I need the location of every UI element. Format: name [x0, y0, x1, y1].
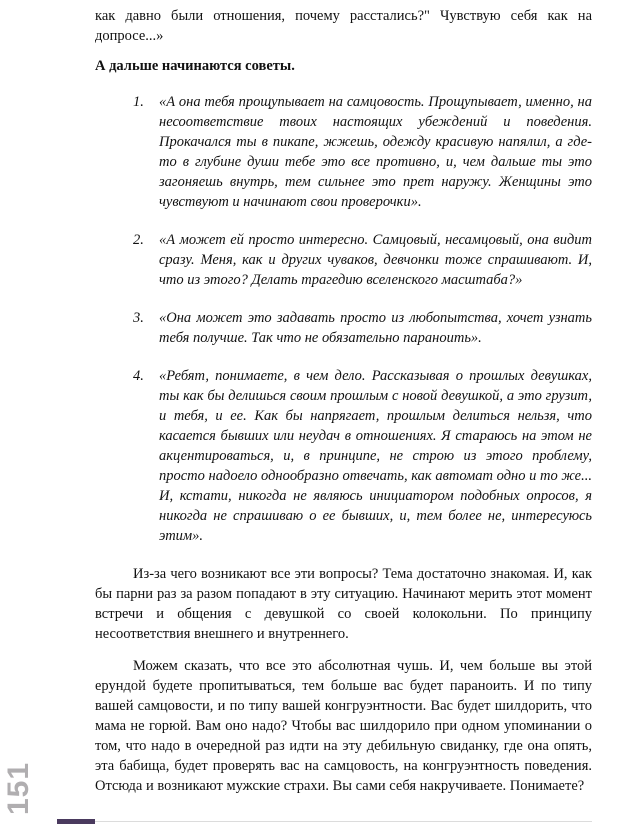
list-item	[95, 92, 592, 212]
body-paragraph: Из-за чего возникают все эти вопросы? Тема достаточно знакомая. И, как бы парни раз за разом попадают в эту ситуацию. Начинают мерить этот момент встречи и общения с девушкой со своей колокольни. По принципу несоответствия внешнего и внутреннего.	[95, 566, 592, 642]
list-item	[95, 366, 592, 546]
list-item-number: 1.	[133, 94, 144, 110]
list-item-text: «А может ей просто интересно. Самцовый, несамцовый, она видит сразу. Меня, как и других чуваков, девчонки тоже спрашивают. И, что из этого? Делать трагедию вселенского масштаба?»	[159, 232, 592, 288]
list-item-number: 3.	[133, 310, 144, 326]
list-item-text: «Ребят, понимаете, в чем дело. Рассказывая о прошлых девушках, ты как бы делишься своим прошлым с новой девушкой, а это грузит, и тебя, и ее. Как бы напрягает, прошлым делиться нельзя, что касается бывших или неудач в отношениях. Я стараюсь на этом не акцентироваться, и, в принципе, не строю из этого проблему, просто надоело однообразно отвечать, как автомат одно и то же... И, кстати, никогда не являюсь инициатором подобных опросов, я никогда не спрашиваю о ее бывших, и, тем более не, интересуюсь этим».	[159, 368, 592, 544]
list-item	[95, 308, 592, 348]
list-item-number: 2.	[133, 232, 144, 248]
page-content	[95, 6, 592, 796]
intro-paragraph: как давно были отношения, почему расстались?" Чувствую себя как на допросе...»	[95, 8, 592, 44]
list-item-text: «Она может это задавать просто из любопытства, хочет узнать тебя получше. Так что не обязательно параноить».	[159, 310, 592, 346]
footer-accent-bar	[57, 819, 95, 824]
footer-rule	[95, 821, 592, 822]
list-item-text: «А она тебя прощупывает на самцовость. Прощупывает, именно, на несоответствие твоих настоящих убеждений и поведения. Прокачался ты в пикапе, жжешь, одежду красивую напялил, а где-то в глубине души тебе это все противно, и, чем дальше ты это загоняешь внутрь, тем сильнее это прет наружу. Женщины это чувствуют и начинают свои проверочки».	[159, 94, 592, 210]
page-number: 151	[2, 761, 35, 815]
body-paragraph: Можем сказать, что все это абсолютная чушь. И, чем больше вы этой ерундой будете пропитываться, тем больше вас будет параноить. И по типу вашей самцовости, и по типу вашей конгруэнтности. Вас будет шилдорить, что мама не горюй. Вам оно надо? Чтобы вас шилдорило при одном упоминании о том, что надо в очередной раз идти на эту дебильную свиданку, где она опять, эта бабища, будет проверять вас на самцовость, на конгруэнтность поведения. Отсюда и возникают мужские страхи. Вы сами себя накручиваете. Понимаете?	[95, 658, 592, 794]
list-item	[95, 230, 592, 290]
advice-list	[95, 92, 592, 546]
list-item-number: 4.	[133, 368, 144, 384]
section-heading: А дальше начинаются советы.	[95, 58, 295, 74]
